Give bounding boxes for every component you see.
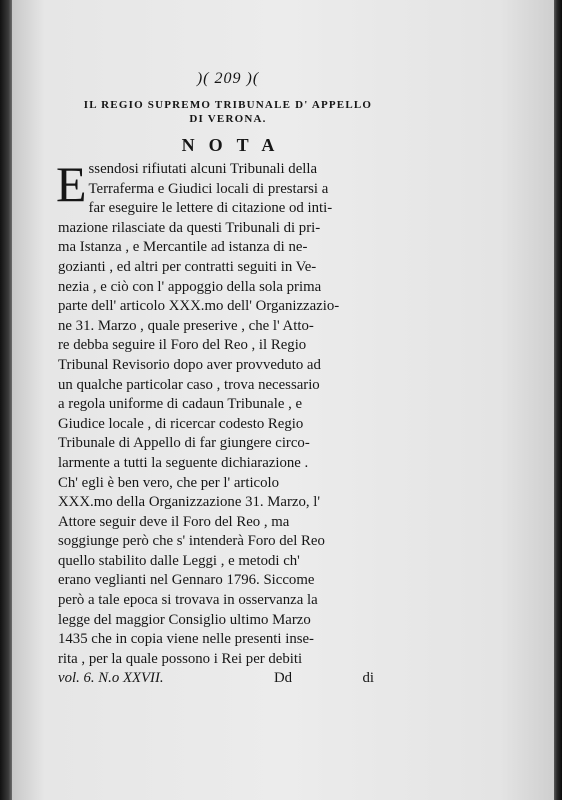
volume-reference: vol. 6. N.o XXVII.	[58, 670, 164, 687]
page-content	[58, 70, 398, 688]
page-number: )( 209 )(	[196, 70, 260, 87]
text-line: Terraferma e Giudici locali di prestarsi a	[88, 180, 329, 197]
text-line: re debba seguire il Foro del Reo , il Regio	[58, 337, 307, 354]
text-line: nezia , e ciò con l' appoggio della sola prima	[58, 278, 322, 295]
text-line: ma Istanza , e Mercantile ad istanza di ne-	[58, 239, 308, 256]
text-line: Tribunal Revisorio dopo aver provveduto ad	[58, 356, 321, 373]
text-line: Tribunale di Appello di far giungere circo-	[58, 435, 310, 452]
text-line: gozianti , ed altri per contratti seguiti in Ve-	[58, 258, 317, 275]
text-line: quello stabilito dalle Leggi , e metodi ch'	[58, 552, 300, 569]
heading-line-2: DI VERONA.	[189, 113, 267, 125]
text-line: legge del maggior Consiglio ultimo Marzo	[58, 611, 311, 628]
body-text	[56, 156, 398, 669]
text-line: mazione rilasciate da questi Tribunali di pri-	[58, 219, 321, 236]
signature-mark: Dd	[274, 670, 293, 687]
text-line: ssendosi rifiutati alcuni Tribunali della	[88, 161, 318, 177]
text-line: a regola uniforme di cadaun Tribunale , e	[58, 396, 303, 413]
text-line: far eseguire le lettere di citazione od inti-	[88, 200, 333, 217]
text-line: rita , per la quale possono i Rei per debiti	[58, 650, 303, 667]
text-line: ne 31. Marzo , quale preserive , che l' Atto-	[58, 317, 314, 334]
catchword: di	[362, 670, 374, 687]
text-line: un qualche particolar caso , trova necessario	[58, 376, 320, 393]
book-page	[12, 0, 554, 800]
text-line: Attore seguir deve il Foro del Reo , ma	[58, 513, 290, 530]
text-line: 1435 che in copia viene nelle presenti inse-	[58, 631, 314, 648]
page-footer	[58, 669, 374, 688]
text-line: XXX.mo della Organizzazione 31. Marzo, l'	[58, 494, 321, 511]
text-line: Ch' egli è ben vero, che per l' articolo	[58, 474, 280, 491]
text-line: parte dell' articolo XXX.mo dell' Organizzazio-	[58, 298, 340, 315]
document-title: NOTA	[181, 135, 289, 155]
heading-line-1: IL REGIO SUPREMO TRIBUNALE D' APPELLO	[83, 99, 373, 111]
text-line: larmente a tutti la seguente dichiarazione .	[58, 454, 309, 471]
text-line: erano veglianti nel Gennaro 1796. Siccome	[58, 572, 315, 589]
text-line: Giudice locale , di ricercar codesto Regio	[58, 415, 304, 432]
drop-cap: E	[56, 156, 87, 212]
text-line: però a tale epoca si trovava in osservanza la	[58, 592, 318, 609]
text-line: soggiunge però che s' intenderà Foro del Reo	[58, 533, 325, 550]
